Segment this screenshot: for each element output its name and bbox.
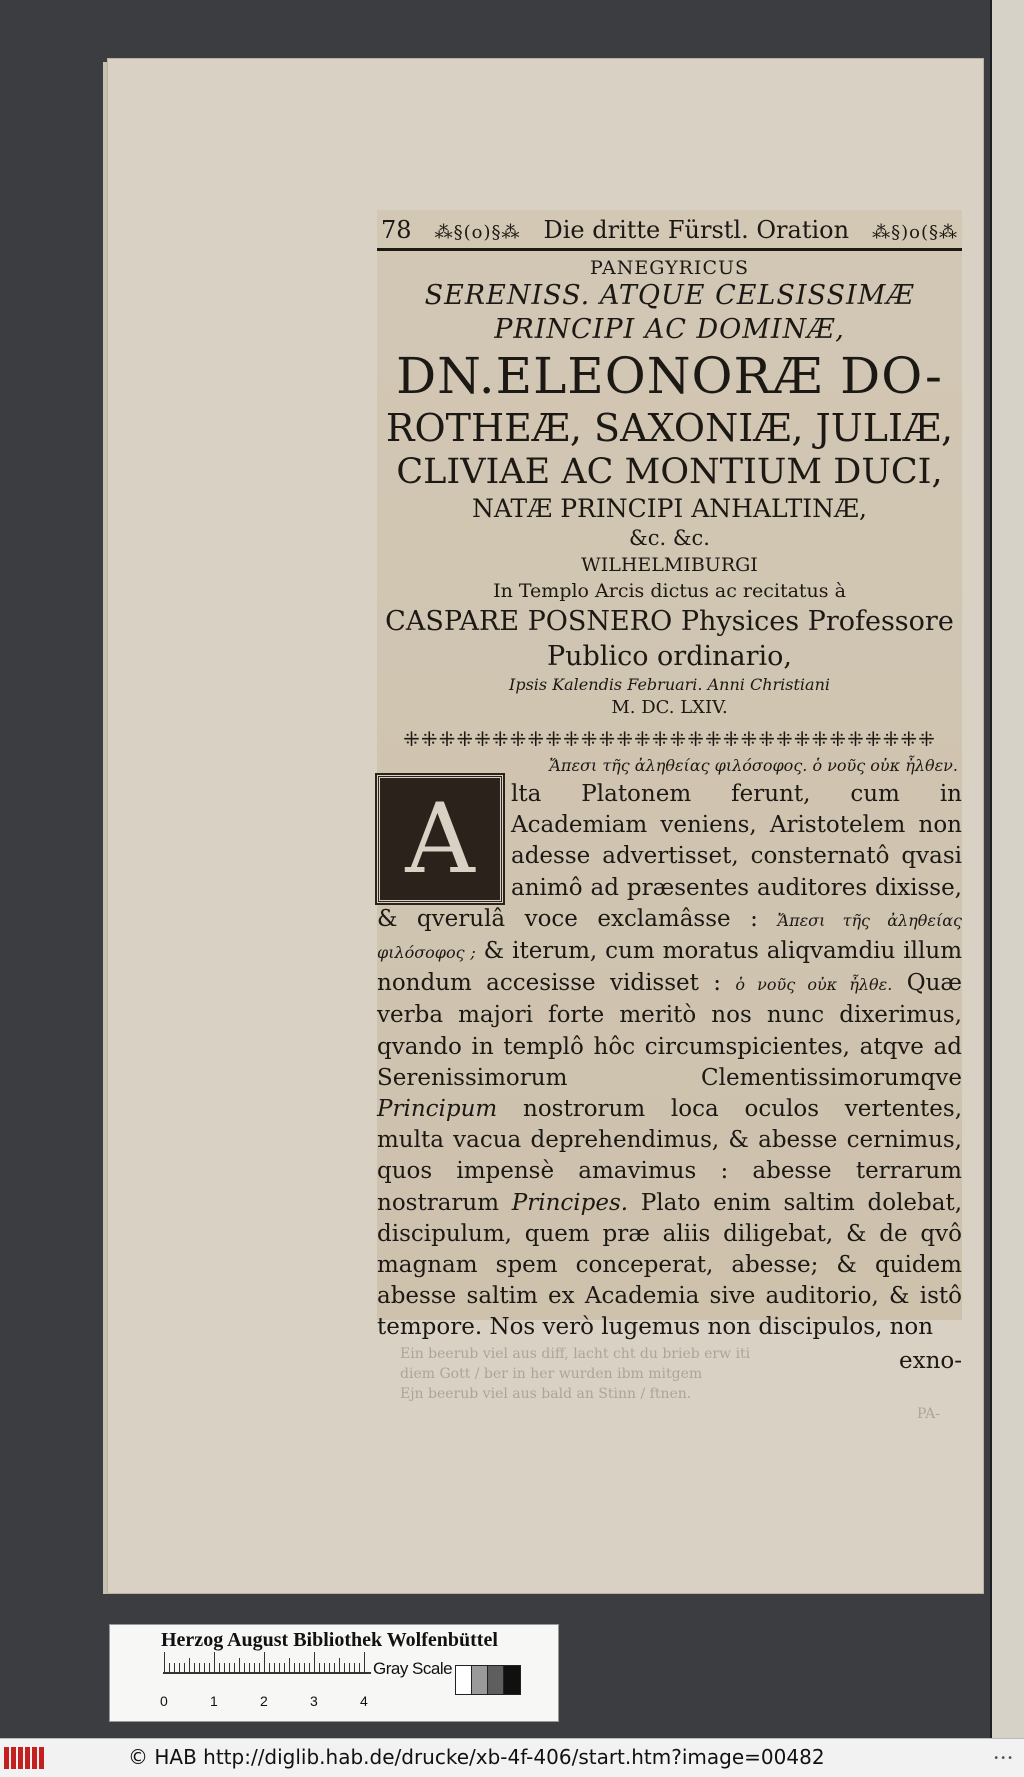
ornament-row: ⁜⁜⁜⁜⁜⁜⁜⁜⁜⁜⁜⁜⁜⁜⁜⁜⁜⁜⁜⁜⁜⁜⁜⁜⁜⁜⁜⁜⁜⁜ — [403, 727, 936, 751]
ruler-tick — [364, 1652, 365, 1672]
ruler-tick — [209, 1663, 210, 1672]
title-line-12: Publico ordinario, — [546, 641, 793, 672]
bleed-line-3: Ejn beerub viel aus bald an Stinn / ftnen. — [400, 1386, 692, 1402]
ruler-number-1: 1 — [210, 1693, 218, 1709]
bleed-line-4: PA- — [917, 1406, 940, 1422]
ruler-tick — [349, 1663, 350, 1672]
ruler-tick — [324, 1663, 325, 1672]
title-line-7: NATÆ PRINCIPI ANHALTINÆ, — [472, 494, 867, 523]
ruler-tick — [234, 1663, 235, 1672]
ruler-tick — [244, 1663, 245, 1672]
title-line-11: CASPARE POSNERO Physices Professore — [385, 606, 954, 637]
ruler-tick — [194, 1663, 195, 1672]
ruler-tick — [199, 1663, 200, 1672]
ruler-tick — [174, 1663, 175, 1672]
title-line-4: DN.ELEONORÆ DO- — [396, 347, 943, 405]
title-line-10: In Templo Arcis dictus ac recitatus à — [493, 580, 846, 602]
running-head — [377, 216, 962, 244]
decorated-initial: A — [377, 775, 503, 903]
body-text-part-1: lta Platonem ferunt, cum in Academiam veniens, Aristotelem non adesse advertisset, consternatô qvasi animô ad præsentes auditores dixisse, & qverulâ voce exclamâsse : — [377, 781, 962, 932]
title-line-5: ROTHEÆ, SAXONIÆ, JULIÆ, — [385, 406, 954, 450]
ruler-tick — [309, 1663, 310, 1672]
greek-inline-2: ὁ νοῦς οὐκ ἦλθε. — [735, 975, 893, 995]
head-ornament-left: ⁂§(o)§⁂ — [434, 222, 521, 243]
body-text-part-5: Plato enim saltim dolebat, discipulum, quem præ aliis diligebat, & de qvô magnam spem conceperat, abesse; & quidem abesse saltim ex Academia sive auditorio, & istô tempore. Nos verò lugemus non discipulos, non — [377, 1189, 963, 1341]
ruler-tick — [329, 1663, 330, 1672]
ruler-tick — [299, 1663, 300, 1672]
greek-first-line: Ἄπεσι τῆς ἀληθείας φιλόσοφος. ὁ νοῦς οὐκ ἦλθεν. — [549, 756, 958, 775]
adjacent-page-edge — [990, 0, 1024, 1738]
page-number: 78 — [381, 216, 412, 244]
title-line-8: &c. &c. — [629, 526, 710, 550]
ruler-tick — [289, 1658, 290, 1672]
ruler-tick — [254, 1663, 255, 1672]
ruler-tick — [259, 1663, 260, 1672]
gray-scale-label: Gray Scale — [373, 1659, 453, 1678]
more-menu-icon[interactable]: ••• — [993, 1753, 1014, 1764]
ruler-tick — [239, 1658, 240, 1672]
title-line-14: M. DC. LXIV. — [611, 697, 728, 718]
hab-logo-icon[interactable] — [4, 1747, 44, 1769]
ruler-tick — [359, 1663, 360, 1672]
body-text — [377, 779, 962, 1344]
ruler-number-3: 3 — [310, 1693, 318, 1709]
ruler-tick — [274, 1663, 275, 1672]
ruler-tick — [304, 1663, 305, 1672]
institution-name: Herzog August Bibliothek Wolfenbüttel — [161, 1629, 498, 1651]
head-rule — [377, 248, 962, 251]
ruler-tick — [269, 1663, 270, 1672]
title-line-2: SERENISS. ATQUE CELSISSIMÆ — [424, 280, 915, 311]
ruler-tick — [229, 1663, 230, 1672]
library-label-card — [109, 1624, 559, 1722]
copyright-url[interactable]: © HAB http://diglib.hab.de/drucke/xb-4f-406/start.htm?image=00482 — [128, 1745, 825, 1769]
italic-principum: Principum — [377, 1096, 498, 1123]
greek-inline-1: Ἄπεσι τῆς ἀληθείας φιλόσοφος ; — [377, 910, 963, 963]
ruler-tick — [164, 1652, 165, 1672]
running-title: Die dritte Fürstl. Oration — [543, 216, 850, 244]
title-line-9: WILHELMIBURGI — [581, 554, 758, 576]
body-text-part-3: Quæ verba majori forte meritò nos nunc dixerimus, qvando in templô hôc circumspicientes, atqve ad Serenissimorum Clementissimorumqve — [377, 970, 963, 1091]
title-line-1: PANEGYRICUS — [589, 257, 750, 279]
ruler-tick — [169, 1663, 170, 1672]
ruler-number-2: 2 — [260, 1693, 268, 1709]
ruler-tick — [279, 1663, 280, 1672]
page-content — [377, 216, 962, 1374]
ruler-tick — [179, 1663, 180, 1672]
ruler-tick — [264, 1652, 265, 1672]
ruler-tick — [344, 1663, 345, 1672]
ruler-tick — [224, 1663, 225, 1672]
gray-swatch-black — [503, 1665, 521, 1695]
ruler-tick — [249, 1663, 250, 1672]
ruler-tick — [284, 1663, 285, 1672]
ruler-tick — [219, 1663, 220, 1672]
italic-principes: Principes. — [511, 1189, 629, 1216]
ruler-tick — [204, 1663, 205, 1672]
ruler-baseline — [163, 1672, 371, 1674]
body-text-part-4: nostrorum loca oculos vertentes, multa vacua deprehendimus, & abesse cernimus, quos impensè amavimus : abesse terrarum nostrarum — [377, 1096, 963, 1216]
ruler-number-0: 0 — [160, 1693, 168, 1709]
ruler-tick — [354, 1663, 355, 1672]
ruler-number-4: 4 — [360, 1693, 368, 1709]
head-ornament-right: ⁂§)o(§⁂ — [872, 222, 958, 243]
ruler-tick — [184, 1663, 185, 1672]
ruler-tick — [189, 1658, 190, 1672]
title-line-13: Ipsis Kalendis Februari. Anni Christiani — [509, 675, 830, 694]
ruler-tick — [339, 1658, 340, 1672]
body-text-part-2: & iterum, cum moratus aliqvamdiu illum nondum accesisse vidisset : — [377, 938, 963, 997]
ruler-tick — [334, 1663, 335, 1672]
ruler-tick — [319, 1663, 320, 1672]
bleed-line-1: Ein beerub viel aus diff, lacht cht du brieb erw iti — [400, 1346, 751, 1362]
bleed-through-text — [400, 1342, 940, 1426]
ruler-tick — [314, 1652, 315, 1672]
ruler-tick — [214, 1652, 215, 1672]
viewer-footer — [0, 1738, 1024, 1777]
title-line-6: CLIVIAE AC MONTIUM DUCI, — [396, 452, 943, 492]
title-line-3: PRINCIPI AC DOMINÆ, — [494, 314, 845, 345]
catchword: exno- — [898, 1347, 962, 1374]
ruler-tick — [294, 1663, 295, 1672]
bleed-line-2: diem Gott / ber in her wurden ibm mitgem — [400, 1366, 703, 1382]
